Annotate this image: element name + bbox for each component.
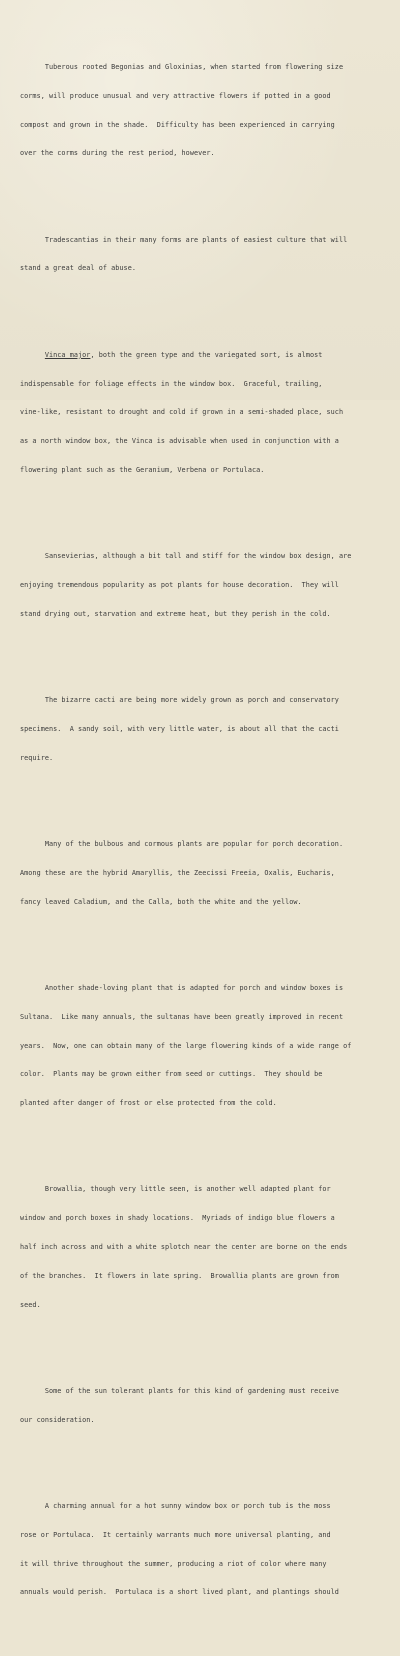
document-body	[20, 0, 382, 1656]
text-line: color. Plants may be grown either from seed or cuttings. They should be	[20, 1070, 323, 1079]
text-line: specimens. A sandy soil, with very little water, is about all that the cacti	[20, 724, 339, 733]
text-run: , both the green type and the variegated sort, is almost	[90, 350, 323, 359]
text-line: half inch across and with a white splotch near the center are borne on the ends	[20, 1243, 348, 1251]
text-line: require.	[20, 753, 54, 762]
paragraph-sansevierias	[20, 533, 382, 639]
paragraph-bulbous	[20, 821, 382, 927]
text-line: indispensable for foliage effects in the window box. Graceful, trailing,	[20, 379, 323, 388]
text-line: rose or Portulaca. It certainly warrants much more universal planting, and	[20, 1530, 331, 1539]
text-line: seed.	[20, 1300, 41, 1309]
indent	[20, 351, 45, 359]
text-line: Another shade-loving plant that is adapted for porch and window boxes is	[20, 983, 344, 992]
paragraph-begonias	[20, 29, 382, 178]
text-line: Tuberous rooted Begonias and Gloxinias, when started from flowering size	[20, 62, 344, 71]
paragraph-browallia	[20, 1166, 382, 1329]
text-line	[20, 351, 382, 361]
text-line: flowering plant such as the Geranium, Verbena or Portulaca.	[20, 465, 265, 474]
paragraph-sultana	[20, 965, 382, 1128]
text-line: Tradescantias in their many forms are plants of easiest culture that will	[20, 235, 348, 244]
text-line: vine-like, resistant to drought and cold if grown in a semi-shaded place, such	[20, 408, 344, 417]
text-line: of the branches. It flowers in late spring. Browallia plants are grown from	[20, 1271, 339, 1280]
text-line: A charming annual for a hot sunny window box or porch tub is the moss	[20, 1502, 331, 1511]
text-line: planted after danger of frost or else protected from the cold.	[20, 1099, 277, 1108]
text-line: Sultana. Like many annuals, the sultanas have been greatly improved in recent	[20, 1012, 344, 1021]
text-line: Browallia, though very little seen, is another well adapted plant for	[20, 1185, 331, 1194]
paragraph-sun-tolerant	[20, 1368, 382, 1445]
text-line: Among these are the hybrid Amaryllis, the Zeecissi Freeia, Oxalis, Eucharis,	[20, 868, 335, 877]
paragraph-vinca	[20, 332, 382, 495]
text-line: fancy leaved Caladium, and the Calla, both the white and the yellow.	[20, 897, 302, 906]
text-line: stand a great deal of abuse.	[20, 264, 136, 273]
text-line: The bizarre cacti are being more widely grown as porch and conservatory	[20, 696, 339, 705]
underlined-term: Vinca major	[44, 350, 91, 359]
paragraph-cacti	[20, 677, 382, 783]
text-line: it will thrive throughout the summer, producing a riot of color where many	[20, 1559, 327, 1568]
text-line: Some of the sun tolerant plants for this kind of gardening must receive	[20, 1386, 339, 1395]
text-line: Many of the bulbous and cormous plants are popular for porch decoration.	[20, 840, 344, 849]
text-line: enjoying tremendous popularity as pot plants for house decoration. They will	[20, 581, 339, 590]
text-line: window and porch boxes in shady locations. Myriads of indigo blue flowers a	[20, 1214, 335, 1223]
text-line: corms, will produce unusual and very attractive flowers if potted in a good	[20, 91, 331, 100]
text-line: stand drying out, starvation and extreme heat, but they perish in the cold.	[20, 609, 331, 618]
paragraph-portulaca	[20, 1483, 382, 1617]
text-line: years. Now, one can obtain many of the large flowering kinds of a wide range of	[20, 1041, 352, 1050]
text-line: as a north window box, the Vinca is advisable when used in conjunction with a	[20, 437, 339, 446]
paragraph-tradescantias	[20, 216, 382, 293]
text-line: Sansevierias, although a bit tall and stiff for the window box design, are	[20, 552, 352, 561]
text-line: compost and grown in the shade. Difficulty has been experienced in carrying	[20, 120, 335, 129]
text-line: annuals would perish. Portulaca is a short lived plant, and plantings should	[20, 1588, 339, 1597]
text-line: our consideration.	[20, 1415, 95, 1424]
text-line: over the corms during the rest period, however.	[20, 149, 215, 158]
